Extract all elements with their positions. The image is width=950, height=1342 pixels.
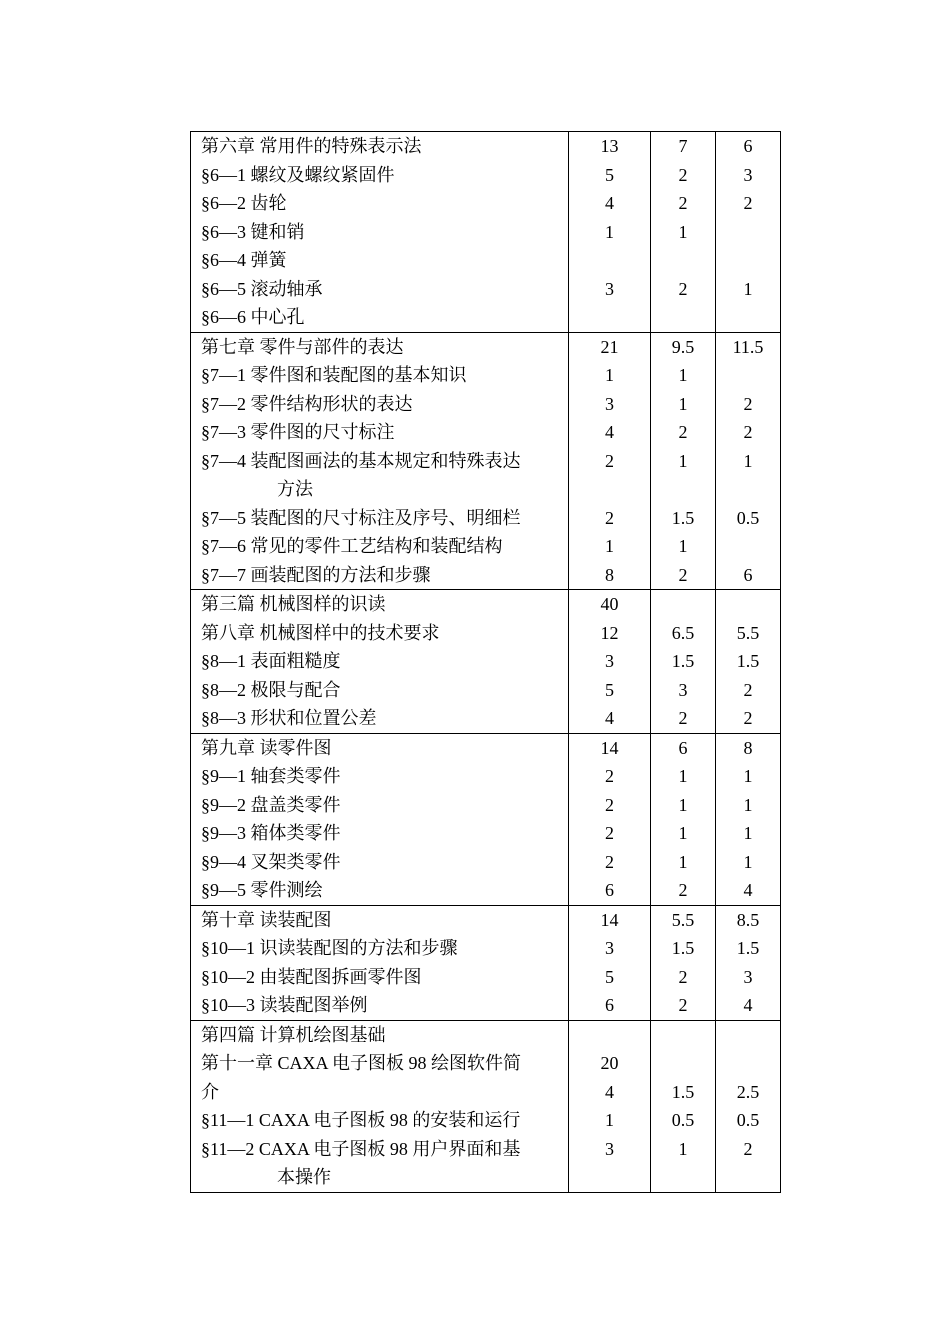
table-row — [191, 1020, 781, 1192]
practice-hours-value: 3 — [743, 966, 753, 987]
total-hours-value: 2 — [605, 450, 614, 471]
practice-hours-value: 1.5 — [736, 651, 760, 671]
lecture-hours-value — [651, 246, 715, 275]
total-hours-value: 1 — [605, 536, 614, 556]
topic-cell — [191, 332, 569, 590]
topic-cell — [191, 590, 569, 734]
total-hours-value: 21 — [600, 336, 619, 357]
topic-text: 第三篇 机械图样的识读 — [201, 594, 386, 614]
total-hours-value: 6 — [605, 995, 614, 1015]
topic-text: §6—5 滚动轴承 — [201, 278, 323, 299]
total-hours-value: 12 — [600, 622, 619, 643]
total-hours-value — [569, 475, 650, 504]
topic-cell — [191, 733, 569, 905]
lecture-hours-cell — [651, 332, 716, 590]
practice-hours-value: 2 — [743, 679, 753, 700]
topic-text: §11—1 CAXA 电子图板 98 的安装和运行 — [201, 1110, 521, 1130]
topic-text: 第十章 读装配图 — [201, 909, 332, 930]
lecture-hours-cell — [651, 132, 716, 333]
topic-text: §8—3 形状和位置公差 — [201, 708, 377, 728]
topic-text: §6—3 键和销 — [201, 221, 305, 242]
table-row — [191, 905, 781, 1020]
total-hours-value — [569, 1163, 650, 1192]
practice-hours-value: 6 — [743, 564, 753, 585]
lecture-hours-value: 3 — [678, 679, 688, 700]
topic-text: 第四篇 计算机绘图基础 — [201, 1024, 386, 1045]
total-hours-value: 2 — [605, 794, 614, 815]
lecture-hours-value: 2 — [678, 278, 688, 299]
table-row — [191, 590, 781, 734]
lecture-hours-cell — [651, 590, 716, 734]
topic-text: §6—4 弹簧 — [201, 250, 287, 270]
total-hours-value — [569, 246, 650, 275]
lecture-hours-value: 1 — [678, 365, 688, 385]
topic-text: §11—2 CAXA 电子图板 98 用户界面和基 — [201, 1138, 521, 1159]
lecture-hours-value: 1 — [678, 823, 688, 843]
topic-text: 第七章 零件与部件的表达 — [201, 336, 404, 357]
chapter-group — [191, 1020, 781, 1192]
topic-text: §9—4 叉架类零件 — [201, 851, 341, 872]
practice-hours-value — [716, 303, 780, 332]
topic-text: §6—6 中心孔 — [201, 307, 305, 327]
topic-text: §6—1 螺纹及螺纹紧固件 — [201, 164, 395, 185]
lecture-hours-value: 0.5 — [671, 1110, 695, 1130]
topic-text: §7—2 零件结构形状的表达 — [201, 393, 413, 414]
practice-hours-cell — [716, 1020, 781, 1192]
lecture-hours-value — [651, 1163, 715, 1192]
practice-hours-value: 1 — [743, 278, 753, 299]
lecture-hours-cell — [651, 733, 716, 905]
total-hours-value: 1 — [605, 365, 614, 385]
lecture-hours-value: 6 — [678, 737, 688, 758]
topic-text: §9—3 箱体类零件 — [201, 823, 341, 843]
practice-hours-value: 2 — [743, 393, 753, 414]
chapter-group — [191, 905, 781, 1020]
practice-hours-value: 6 — [743, 136, 753, 156]
topic-text: §9—2 盘盖类零件 — [201, 794, 341, 815]
total-hours-value: 2 — [605, 823, 614, 843]
total-hours-cell — [569, 590, 651, 734]
total-hours-cell — [569, 733, 651, 905]
total-hours-value: 40 — [600, 594, 619, 614]
topic-text: 第六章 常用件的特殊表示法 — [201, 136, 422, 156]
practice-hours-value: 2 — [743, 708, 753, 728]
total-hours-value: 2 — [605, 507, 614, 528]
lecture-hours-value — [651, 590, 715, 619]
lecture-hours-value: 1 — [678, 766, 688, 786]
lecture-hours-value: 1 — [678, 393, 688, 414]
total-hours-value: 5 — [605, 966, 614, 987]
practice-hours-value — [716, 246, 780, 275]
practice-hours-value: 2 — [743, 1138, 753, 1159]
topic-text: §10—3 读装配图举例 — [201, 995, 368, 1015]
total-hours-value: 20 — [600, 1053, 619, 1073]
lecture-hours-value: 6.5 — [671, 622, 695, 643]
lecture-hours-value: 1.5 — [671, 938, 695, 958]
topic-text: §10—1 识读装配图的方法和步骤 — [201, 938, 458, 958]
practice-hours-cell — [716, 590, 781, 734]
practice-hours-value — [716, 1163, 780, 1192]
lecture-hours-value: 5.5 — [671, 909, 695, 930]
lecture-hours-value — [651, 1049, 715, 1078]
practice-hours-cell — [716, 132, 781, 333]
topic-text: 方法 — [277, 479, 313, 499]
total-hours-value: 5 — [605, 164, 614, 185]
table-row — [191, 132, 781, 333]
practice-hours-value: 0.5 — [736, 1110, 760, 1130]
topic-text: §7—6 常见的零件工艺结构和装配结构 — [201, 536, 503, 556]
total-hours-value: 3 — [605, 278, 614, 299]
topic-cell — [191, 132, 569, 333]
total-hours-value: 8 — [605, 564, 614, 585]
lecture-hours-value: 2 — [678, 422, 688, 442]
total-hours-cell — [569, 332, 651, 590]
topic-text: §7—1 零件图和装配图的基本知识 — [201, 365, 467, 385]
lecture-hours-value: 1.5 — [671, 507, 695, 528]
total-hours-value — [569, 303, 650, 332]
chapter-group — [191, 590, 781, 734]
total-hours-cell — [569, 132, 651, 333]
topic-text: 第九章 读零件图 — [201, 737, 332, 758]
total-hours-value: 4 — [605, 1081, 614, 1102]
lecture-hours-value: 2 — [678, 708, 688, 728]
lecture-hours-value: 1 — [678, 221, 688, 242]
lecture-hours-value: 2 — [678, 564, 688, 585]
total-hours-value: 14 — [600, 909, 619, 930]
topic-cell — [191, 905, 569, 1020]
syllabus-hours-table — [190, 131, 781, 1193]
lecture-hours-value: 2 — [678, 164, 688, 185]
topic-text: §8—2 极限与配合 — [201, 679, 341, 700]
practice-hours-cell — [716, 332, 781, 590]
total-hours-value: 1 — [605, 221, 614, 242]
total-hours-value: 4 — [605, 422, 614, 442]
practice-hours-value: 1 — [743, 766, 753, 786]
lecture-hours-value: 1 — [678, 851, 688, 872]
lecture-hours-value: 1 — [678, 1138, 688, 1159]
topic-cell — [191, 1020, 569, 1192]
practice-hours-value: 1 — [743, 794, 753, 815]
lecture-hours-value: 9.5 — [671, 336, 695, 357]
practice-hours-value: 1 — [743, 450, 753, 471]
practice-hours-value — [716, 590, 780, 619]
lecture-hours-value — [651, 475, 715, 504]
practice-hours-cell — [716, 905, 781, 1020]
total-hours-value: 13 — [600, 136, 619, 156]
practice-hours-value: 2.5 — [736, 1081, 760, 1102]
topic-text: 介 — [201, 1081, 219, 1102]
lecture-hours-value — [651, 303, 715, 332]
total-hours-value: 6 — [605, 880, 614, 900]
total-hours-value: 4 — [605, 708, 614, 728]
lecture-hours-value: 1 — [678, 450, 688, 471]
total-hours-value: 4 — [605, 193, 614, 213]
practice-hours-value — [716, 218, 780, 247]
practice-hours-value — [716, 1021, 780, 1050]
total-hours-value: 3 — [605, 393, 614, 414]
topic-text: §10—2 由装配图拆画零件图 — [201, 966, 422, 987]
total-hours-cell — [569, 905, 651, 1020]
total-hours-value: 5 — [605, 679, 614, 700]
table-row — [191, 332, 781, 590]
chapter-group — [191, 332, 781, 590]
lecture-hours-value: 2 — [678, 966, 688, 987]
topic-text: §7—3 零件图的尺寸标注 — [201, 422, 395, 442]
topic-text: §7—7 画装配图的方法和步骤 — [201, 564, 431, 585]
lecture-hours-value — [651, 1021, 715, 1050]
practice-hours-value — [716, 475, 780, 504]
practice-hours-value: 0.5 — [736, 507, 760, 528]
practice-hours-value: 8.5 — [736, 909, 760, 930]
practice-hours-cell — [716, 733, 781, 905]
lecture-hours-value: 7 — [678, 136, 688, 156]
lecture-hours-value: 1.5 — [671, 651, 695, 671]
practice-hours-value: 2 — [743, 422, 753, 442]
lecture-hours-value: 1 — [678, 794, 688, 815]
total-hours-value: 2 — [605, 851, 614, 872]
practice-hours-value: 3 — [743, 164, 753, 185]
lecture-hours-value: 1.5 — [671, 1081, 695, 1102]
total-hours-value: 1 — [605, 1110, 614, 1130]
practice-hours-value: 4 — [743, 880, 753, 900]
practice-hours-value: 4 — [743, 995, 753, 1015]
lecture-hours-value: 2 — [678, 995, 688, 1015]
topic-text: §9—5 零件测绘 — [201, 880, 323, 900]
topic-text: §7—5 装配图的尺寸标注及序号、明细栏 — [201, 507, 521, 528]
total-hours-value: 3 — [605, 651, 614, 671]
topic-text: §6—2 齿轮 — [201, 193, 287, 213]
total-hours-cell — [569, 1020, 651, 1192]
topic-text: 第八章 机械图样中的技术要求 — [201, 622, 440, 643]
lecture-hours-value: 1 — [678, 536, 688, 556]
practice-hours-value: 1.5 — [736, 938, 760, 958]
lecture-hours-cell — [651, 905, 716, 1020]
topic-text: §8—1 表面粗糙度 — [201, 651, 341, 671]
total-hours-value — [569, 1021, 650, 1050]
lecture-hours-cell — [651, 1020, 716, 1192]
practice-hours-value — [716, 361, 780, 390]
lecture-hours-value: 2 — [678, 193, 688, 213]
topic-text: 第十一章 CAXA 电子图板 98 绘图软件简 — [201, 1053, 522, 1073]
practice-hours-value: 2 — [743, 193, 753, 213]
chapter-group — [191, 733, 781, 905]
practice-hours-value — [716, 532, 780, 561]
topic-text: §9—1 轴套类零件 — [201, 766, 341, 786]
chapter-group — [191, 132, 781, 333]
topic-text: 本操作 — [277, 1167, 331, 1187]
practice-hours-value: 1 — [743, 823, 753, 843]
topic-text: §7—4 装配图画法的基本规定和特殊表达 — [201, 450, 521, 471]
total-hours-value: 3 — [605, 1138, 614, 1159]
practice-hours-value: 11.5 — [732, 336, 764, 357]
lecture-hours-value: 2 — [678, 880, 688, 900]
practice-hours-value — [716, 1049, 780, 1078]
practice-hours-value: 1 — [743, 851, 753, 872]
total-hours-value: 2 — [605, 766, 614, 786]
practice-hours-value: 8 — [743, 737, 753, 758]
practice-hours-value: 5.5 — [736, 622, 760, 643]
total-hours-value: 14 — [600, 737, 619, 758]
table-row — [191, 733, 781, 905]
total-hours-value: 3 — [605, 938, 614, 958]
